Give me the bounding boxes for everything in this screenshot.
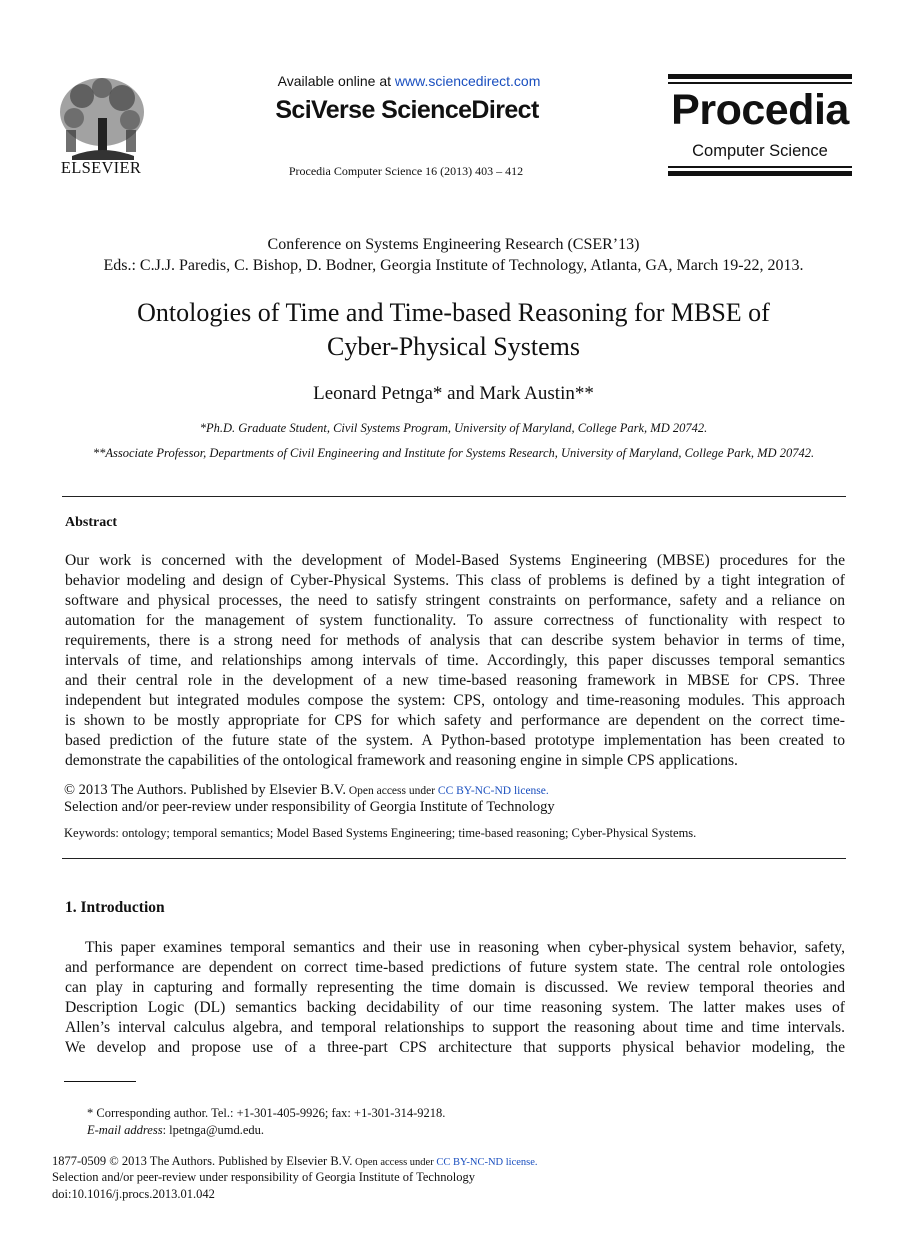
email-value: : lpetnga@umd.edu. [162, 1123, 265, 1137]
email-footnote [87, 1123, 264, 1138]
procedia-logo-subtitle: Computer Science [692, 142, 828, 160]
footer-license-link[interactable]: CC BY-NC-ND license. [436, 1157, 538, 1168]
intro-line: Description Logic (DL) semantics backing decidability of our time reasoning system. The latter makes uses of [65, 999, 845, 1016]
keywords: Keywords: ontology; temporal semantics; Model Based Systems Engineering; time-based reasoning; Cyber-Physical Systems. [64, 826, 697, 840]
footnote-rule [64, 1081, 136, 1082]
authors: Leonard Petnga* and Mark Austin** [313, 383, 594, 404]
corresponding-author-footnote: * Corresponding author. Tel.: +1-301-405-9926; fax: +1-301-314-9218. [87, 1106, 446, 1120]
section-heading-introduction: 1. Introduction [65, 899, 165, 916]
journal-citation: Procedia Computer Science 16 (2013) 403 – 412 [288, 164, 524, 178]
platform-logo: SciVerse ScienceDirect [275, 96, 539, 124]
available-prefix: Available online at [277, 73, 395, 89]
footer-peer-review: Selection and/or peer-review under responsibility of Georgia Institute of Technology [52, 1170, 475, 1184]
open-access-text: Open access under [345, 785, 438, 797]
available-online-line [264, 73, 554, 89]
license-link[interactable]: CC BY-NC-ND license. [437, 785, 549, 797]
footer-open-access: Open access under [352, 1157, 437, 1168]
procedia-logo-title: Procedia [671, 86, 849, 134]
footer-copyright [52, 1154, 538, 1169]
abstract-line: independent but integrated modules compose the system: CPS, ontology and time-reasoning modules. This approach [65, 692, 845, 709]
conference-name: Conference on Systems Engineering Research (CSER’13) [267, 236, 640, 253]
footer-doi: doi:10.1016/j.procs.2013.01.042 [52, 1187, 215, 1201]
intro-line: We develop and propose use of a three-part CPS architecture that supports physical behavior modeling, the [65, 1039, 845, 1056]
title-line-1: Ontologies of Time and Time-based Reasoning for MBSE of [137, 298, 770, 327]
abstract-line: is shown to be mostly appropriate for CPS for which safety and performance are dependent on the correct time- [65, 712, 845, 729]
title-line-2: Cyber-Physical Systems [327, 332, 580, 361]
affiliation-2: **Associate Professor, Departments of Civil Engineering and Institute for Systems Research, University of Maryland, College Park, MD 20742. [92, 446, 815, 460]
paper-title [60, 296, 847, 364]
abstract-line: requirements, there is a strong need for methods of analysis that can describe system behavior in terms of time, [65, 632, 845, 649]
copyright-main: © 2013 The Authors. Published by Elsevier B.V. [64, 782, 346, 798]
abstract-line: based prediction of the future state of the system. A Python-based prototype implementation has been created to [65, 732, 845, 749]
email-label: E-mail address [87, 1123, 163, 1137]
footer-issn: 1877-0509 © 2013 The Authors. Published by Elsevier B.V. [52, 1154, 353, 1168]
intro-line: and performance are dependent on correct time-based predictions of future system state. The central role ontologies [65, 959, 845, 976]
divider-bottom [62, 858, 846, 859]
copyright-line [64, 780, 844, 801]
peer-review-line: Selection and/or peer-review under responsibility of Georgia Institute of Technology [64, 799, 555, 815]
abstract-line: demonstrate the capabilities of the ontological framework and reasoning engine in simple CPS applications. [65, 752, 738, 769]
intro-line: Allen’s interval calculus algebra, and temporal relationships to support the reasoning about time and time intervals. [65, 1019, 845, 1036]
abstract-line: automation for the management of system functionality. To assure correctness of functionality with respect to [65, 612, 845, 629]
abstract-line: Our work is concerned with the development of Model-Based Systems Engineering (MBSE) procedures for the [65, 552, 845, 569]
abstract-body [65, 551, 845, 771]
affiliation-1: *Ph.D. Graduate Student, Civil Systems Program, University of Maryland, College Park, MD 20742. [199, 421, 708, 435]
abstract-line: behavior modeling and design of Cyber-Physical Systems. This class of problems is defined by a tight integration of [65, 572, 845, 589]
intro-line: can play in capturing and formally representing the time domain is discussed. We review temporal theories and [65, 979, 845, 996]
intro-line: This paper examines temporal semantics and their use in reasoning when cyber-physical system behavior, safety, [85, 939, 845, 956]
abstract-line: and their central role in the development of a new time-based reasoning framework in MBSE for CPS. Three [65, 672, 845, 689]
abstract-line: software and physical processes, the need to satisfy stringent constraints on performance, safety and a reliance on [65, 592, 845, 609]
sciencedirect-link[interactable]: www.sciencedirect.com [394, 73, 541, 89]
conference-editors: Eds.: C.J.J. Paredis, C. Bishop, D. Bodner, Georgia Institute of Technology, Atlanta, GA, March 19-22, 2013. [103, 257, 804, 274]
divider-top [62, 496, 846, 497]
abstract-heading: Abstract [65, 515, 118, 530]
introduction-body [65, 938, 845, 1058]
abstract-line: intervals of time, and relationships among intervals of time. Accordingly, this paper discusses temporal semantics [65, 652, 845, 669]
elsevier-wordmark: ELSEVIER [60, 158, 142, 177]
